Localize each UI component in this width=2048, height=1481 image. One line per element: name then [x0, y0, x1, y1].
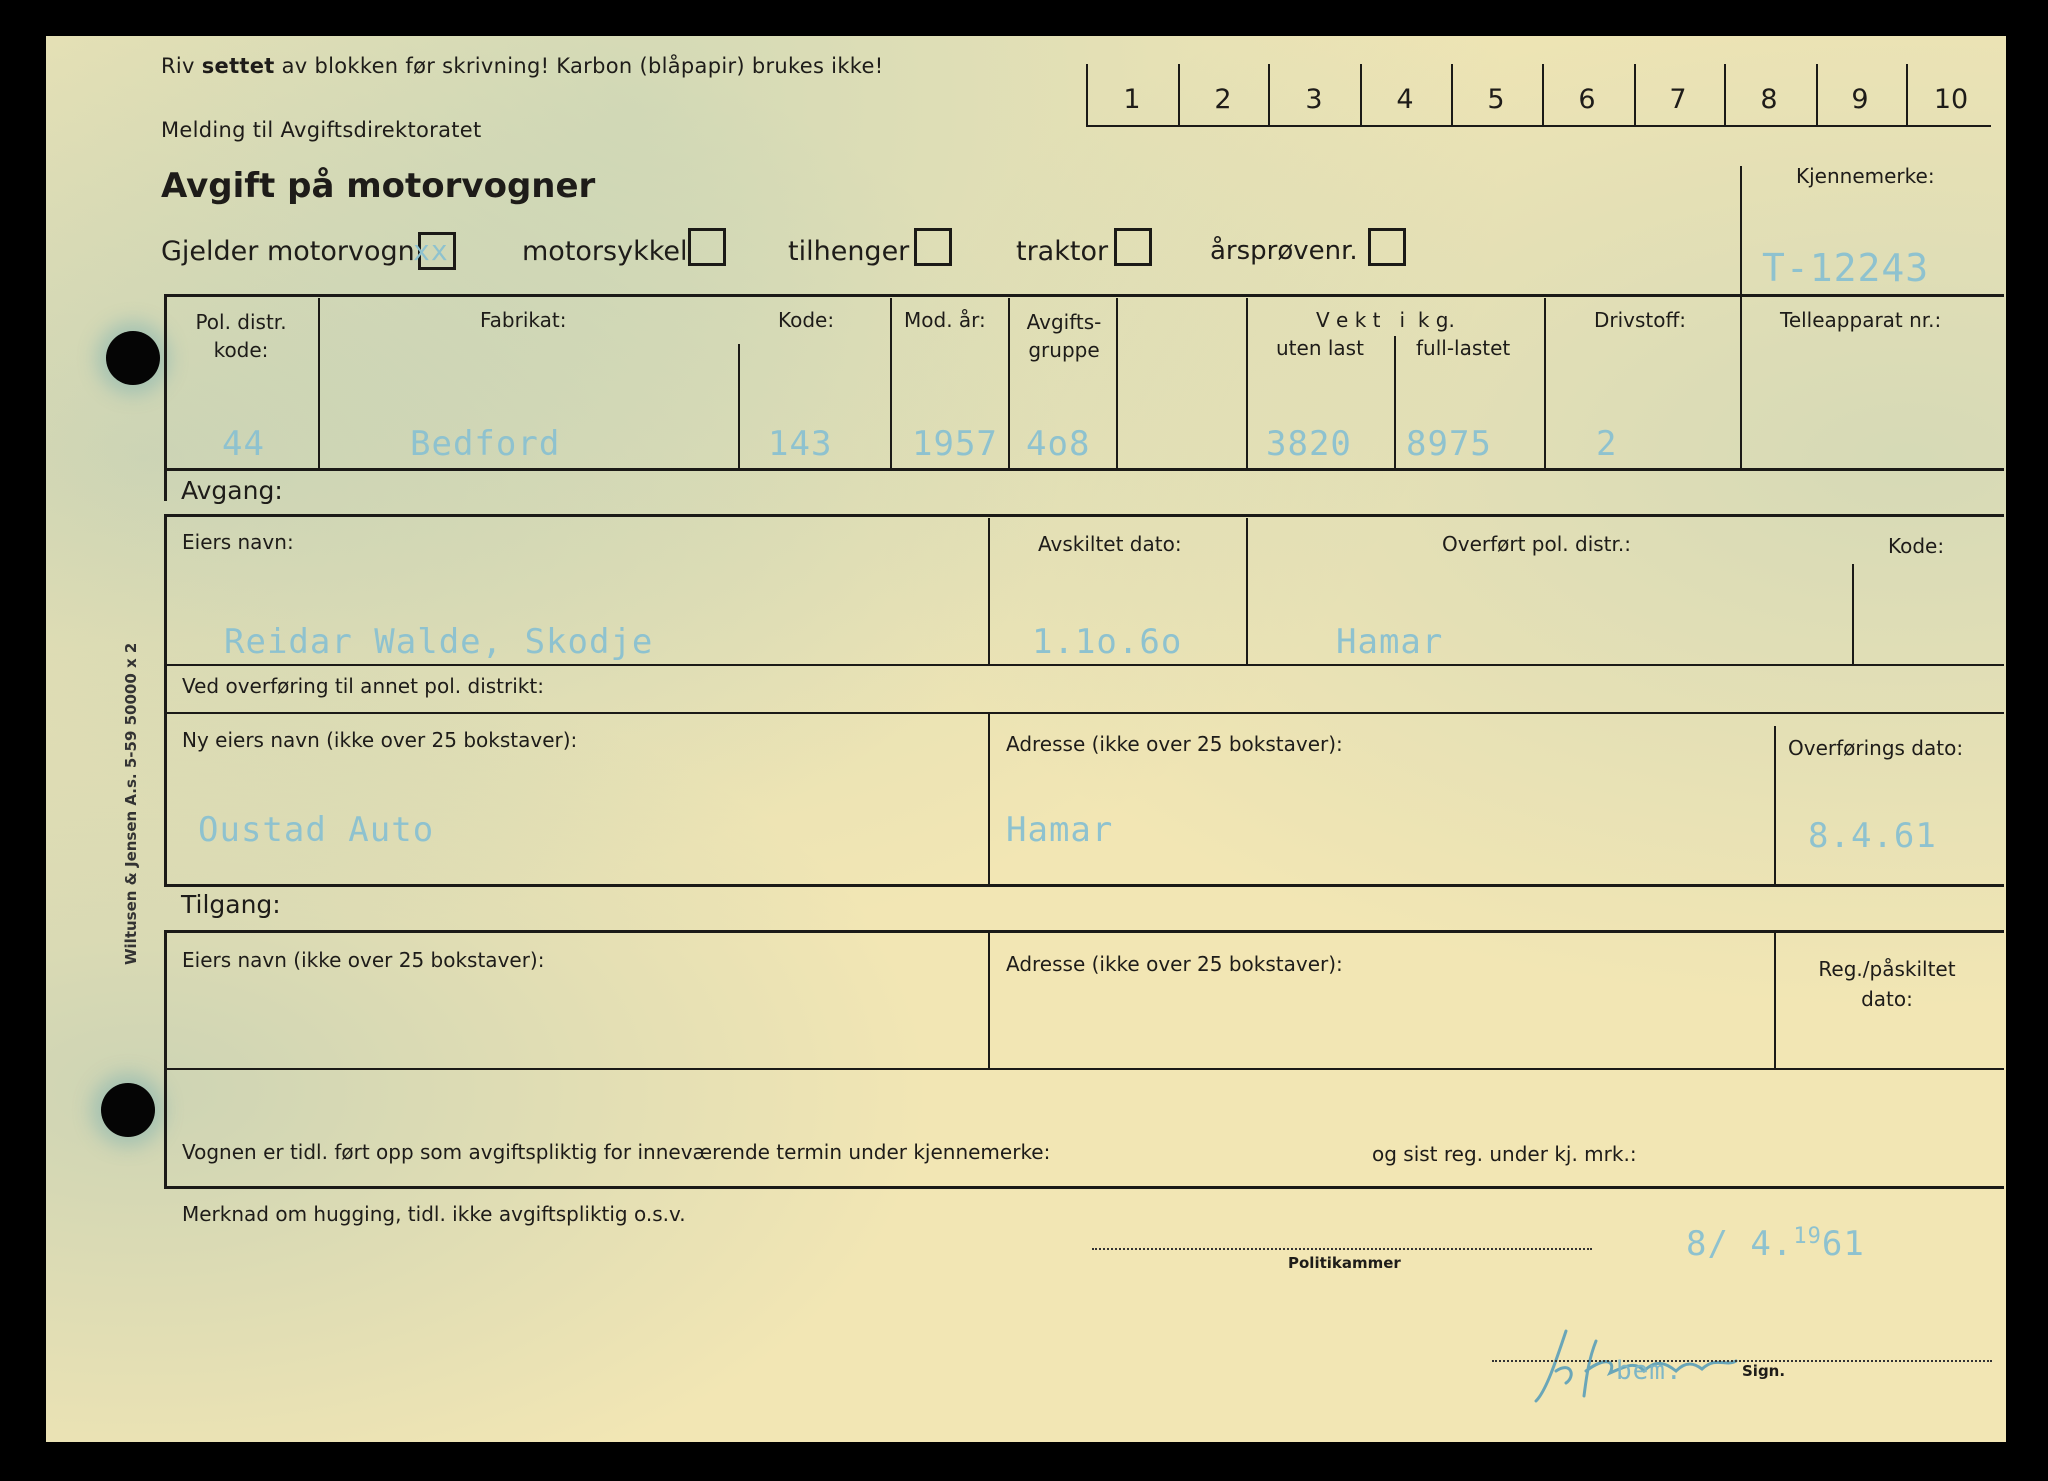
overforings-dato-label: Overførings dato: [1788, 736, 1964, 760]
uten-last-value: 3820 [1266, 424, 1352, 464]
signature-stamp: bem. [1616, 1356, 1683, 1386]
stamp-date: 8/ 4.1961 [1686, 1224, 1865, 1264]
overfort-label: Overført pol. distr.: [1442, 532, 1632, 556]
drivstoff-header: Drivstoff: [1594, 308, 1687, 332]
previous-registration-note: Vognen er tidl. ført opp som avgiftspliktig for inneværende termin under kjennemerke: [182, 1140, 1051, 1164]
pol-distr-value: 44 [222, 424, 265, 464]
tilgang-label: Tilgang: [181, 890, 281, 919]
punch-hole-bottom [101, 1083, 155, 1137]
tilgang-eiers-navn-label: Eiers navn (ikke over 25 bokstaver): [182, 948, 545, 972]
registration-label: Kjennemerke: [1796, 164, 1935, 188]
reg-paskiltet-label: Reg./påskiltet dato: [1818, 957, 1956, 1011]
remark-label: Merknad om hugging, tidl. ikke avgiftspliktig o.s.v. [182, 1202, 686, 1226]
fabrikat-header: Fabrikat: [480, 308, 567, 332]
tilhenger-label: tilhenger [788, 236, 910, 267]
number-cell: 6 [1578, 84, 1596, 115]
instruction-text: Riv settet av blokken før skrivning! Karbon (blåpapir) brukes ikke! [161, 54, 884, 78]
transfer-adresse-value: Hamar [1006, 810, 1114, 850]
applies-to-label: Gjelder motorvogn [161, 236, 415, 267]
tilgang-adresse-label: Adresse (ikke over 25 bokstaver): [1006, 952, 1343, 976]
avskiltet-label: Avskiltet dato: [1038, 532, 1182, 556]
traktor-label: traktor [1016, 236, 1109, 267]
number-cell: 10 [1933, 84, 1969, 115]
number-cell: 3 [1305, 84, 1323, 115]
punch-hole-top [106, 331, 160, 385]
avgang-label: Avgang: [181, 476, 283, 505]
sign-label: Sign. [1742, 1362, 1786, 1380]
motorsykkel-label: motorsykkel [522, 236, 688, 267]
overforings-dato-value: 8.4.61 [1808, 816, 1937, 856]
number-cell: 1 [1123, 84, 1141, 115]
number-cell: 4 [1396, 84, 1414, 115]
printer-imprint: Wiltusen & Jensen A.s. 5-59 50000 x 2 [122, 642, 140, 965]
number-cell: 2 [1214, 84, 1232, 115]
form-title: Avgift på motorvogner [161, 166, 596, 206]
tilhenger-checkbox[interactable] [914, 228, 952, 266]
registration-value: T-12243 [1762, 246, 1930, 290]
drivstoff-value: 2 [1596, 424, 1618, 464]
arsprovenr-label: årsprøvenr. [1210, 236, 1358, 266]
eiers-navn-label: Eiers navn: [182, 530, 294, 554]
overfort-value: Hamar [1336, 622, 1444, 662]
avgiftsgruppe-value: 4o8 [1026, 424, 1091, 464]
full-lastet-value: 8975 [1406, 424, 1492, 464]
pol-distr-header: Pol. distr. kode: [195, 310, 287, 362]
number-cell: 8 [1760, 84, 1778, 115]
recipient-text: Melding til Avgiftsdirektoratet [161, 118, 482, 142]
number-cell: 9 [1851, 84, 1869, 115]
transfer-label: Ved overføring til annet pol. distrikt: [182, 674, 544, 698]
politikammer-label: Politikammer [1288, 1254, 1401, 1272]
telleapparat-header: Telleapparat nr.: [1780, 308, 1942, 332]
vekt-header: V e k t i k g. [1316, 308, 1455, 332]
motorvogn-mark: xx [413, 234, 449, 267]
full-lastet-header: full-lastet [1416, 336, 1511, 360]
ny-eier-label: Ny eiers navn (ikke over 25 bokstaver): [182, 728, 578, 752]
mod-ar-header: Mod. år: [904, 308, 986, 332]
mod-ar-value: 1957 [912, 424, 998, 464]
uten-last-header: uten last [1276, 336, 1364, 360]
transfer-adresse-label: Adresse (ikke over 25 bokstaver): [1006, 732, 1343, 756]
arsprovenr-checkbox[interactable] [1368, 228, 1406, 266]
kode-value: 143 [768, 424, 833, 464]
last-registration-label: og sist reg. under kj. mrk.: [1372, 1142, 1637, 1166]
motorsykkel-checkbox[interactable] [688, 228, 726, 266]
fabrikat-value: Bedford [410, 424, 561, 464]
avgiftsgruppe-header: Avgifts- gruppe [1026, 310, 1102, 362]
ny-eier-value: Oustad Auto [198, 810, 435, 850]
number-cell: 7 [1669, 84, 1687, 115]
motor-vehicle-tax-form [46, 36, 2006, 1442]
kode-header: Kode: [778, 308, 835, 332]
traktor-checkbox[interactable] [1114, 228, 1152, 266]
kode-label: Kode: [1888, 534, 1945, 558]
number-cell: 5 [1487, 84, 1505, 115]
avskiltet-value: 1.1o.6o [1032, 622, 1183, 662]
eiers-navn-value: Reidar Walde, Skodje [224, 622, 654, 662]
